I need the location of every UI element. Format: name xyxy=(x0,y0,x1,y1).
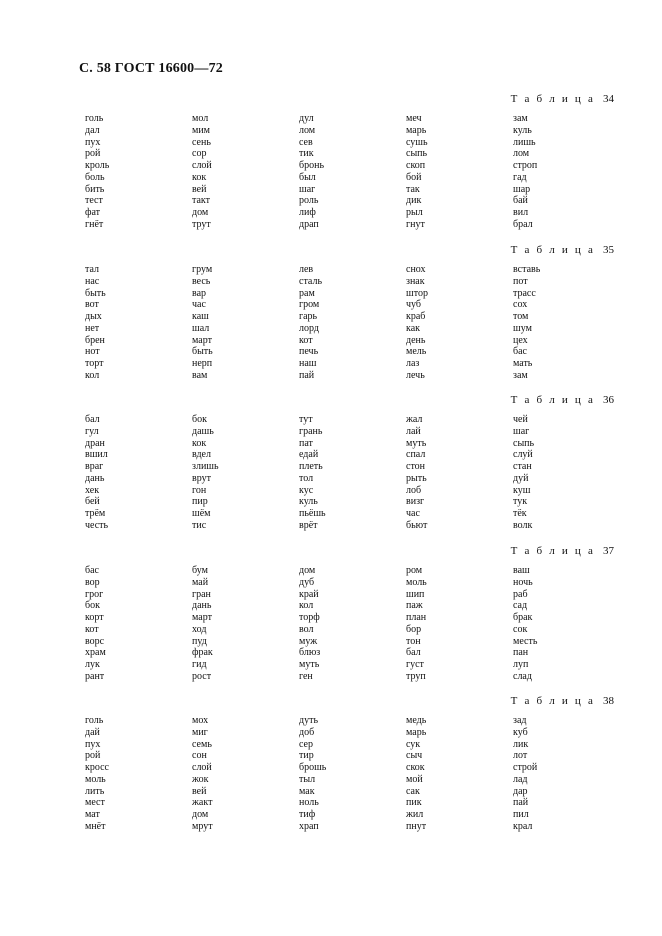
word-cell: пай xyxy=(299,369,315,381)
word-cell: нет xyxy=(85,322,100,334)
word-cell: гад xyxy=(513,171,527,183)
word-column xyxy=(513,414,534,532)
word-cell: брен xyxy=(85,334,105,346)
word-cell: кот xyxy=(85,623,99,635)
word-column xyxy=(513,113,537,231)
word-cell: сон xyxy=(192,750,207,762)
word-cell: зам xyxy=(513,369,528,381)
word-cell: тир xyxy=(299,750,314,762)
word-cell: бас xyxy=(513,346,527,358)
word-column xyxy=(192,565,213,683)
word-cell: дом xyxy=(192,809,209,820)
word-cell: кус xyxy=(299,484,314,496)
word-cell: трём xyxy=(85,508,106,519)
word-cell: ход xyxy=(192,623,207,635)
word-cell: миг xyxy=(192,726,208,738)
word-cell: пух xyxy=(85,738,101,750)
word-cell: пнут xyxy=(406,820,427,832)
word-cell: так xyxy=(406,183,420,195)
word-column xyxy=(85,113,109,231)
word-cell: тал xyxy=(85,264,100,275)
word-cell: час xyxy=(406,508,420,519)
word-cell: рой xyxy=(85,750,101,762)
word-cell: мест xyxy=(85,797,105,809)
word-cell: визг xyxy=(406,496,425,508)
word-cell: бай xyxy=(513,195,528,207)
word-column xyxy=(85,565,106,683)
word-column xyxy=(406,414,427,532)
word-cell: краб xyxy=(406,311,426,322)
word-cell: сад xyxy=(513,600,528,612)
word-cell: куль xyxy=(513,124,532,136)
word-cell: рант xyxy=(85,670,105,682)
word-cell: сер xyxy=(299,738,313,750)
word-cell: мат xyxy=(85,809,100,820)
word-cell: брошь xyxy=(299,762,327,773)
word-cell: лиф xyxy=(299,207,316,218)
word-column xyxy=(299,113,324,231)
word-cell: тиф xyxy=(299,809,316,820)
word-cell: нерп xyxy=(192,358,213,369)
word-column xyxy=(299,264,322,382)
word-cell: моль xyxy=(406,576,427,588)
word-cell: бок xyxy=(192,414,207,425)
word-cell: слад xyxy=(513,670,532,682)
word-column xyxy=(192,113,212,231)
word-cell: бронь xyxy=(299,160,324,171)
word-cell: кол xyxy=(85,369,100,381)
word-cell: жил xyxy=(406,809,424,820)
table-label: Т а б л и ц а xyxy=(510,244,596,256)
word-cell: мим xyxy=(192,124,211,136)
word-cell: фрак xyxy=(192,647,213,659)
word-cell: слой xyxy=(192,762,212,773)
word-cell: ноль xyxy=(299,797,319,809)
word-cell: куб xyxy=(513,726,528,738)
word-cell: брал xyxy=(513,218,533,230)
word-cell: дых xyxy=(85,311,102,322)
word-cell: бой xyxy=(406,171,422,183)
word-cell: лишь xyxy=(513,136,536,148)
word-cell: строп xyxy=(513,160,538,171)
word-cell: бал xyxy=(406,647,421,659)
word-cell: хек xyxy=(85,484,100,496)
word-cell: рам xyxy=(299,287,315,299)
word-cell: кок xyxy=(192,171,207,183)
word-cell: куль xyxy=(299,496,318,508)
word-cell: мох xyxy=(192,715,209,726)
word-cell: жал xyxy=(406,414,423,425)
word-cell: бей xyxy=(85,496,100,508)
word-cell: муть xyxy=(406,437,427,449)
table-caption xyxy=(511,394,614,406)
word-cell: лом xyxy=(513,148,530,160)
word-column xyxy=(513,715,537,833)
word-cell: бор xyxy=(406,623,422,635)
word-cell: дик xyxy=(406,195,422,207)
word-cell: ворс xyxy=(85,635,105,647)
word-cell: шип xyxy=(406,588,425,600)
word-cell: дул xyxy=(299,113,314,124)
word-cell: лом xyxy=(299,124,316,136)
word-cell: край xyxy=(299,588,319,600)
word-cell: снох xyxy=(406,264,426,275)
word-cell: шаг xyxy=(513,425,530,437)
word-cell: сушь xyxy=(406,136,428,148)
word-cell: шём xyxy=(192,508,211,519)
word-cell: лаз xyxy=(406,358,420,369)
word-cell: кросс xyxy=(85,762,109,773)
word-cell: грань xyxy=(299,425,323,437)
word-cell: зам xyxy=(513,113,528,124)
table-number: 38 xyxy=(603,695,614,707)
word-cell: кол xyxy=(299,600,314,612)
word-cell: сев xyxy=(299,136,313,148)
word-cell: волк xyxy=(513,519,533,531)
word-cell: торт xyxy=(85,358,104,369)
word-column xyxy=(192,715,213,833)
word-cell: день xyxy=(406,334,426,346)
word-cell: пир xyxy=(192,496,208,508)
table-label: Т а б л и ц а xyxy=(510,394,596,406)
word-cell: дал xyxy=(85,124,100,136)
word-cell: раб xyxy=(513,588,528,600)
word-cell: чуб xyxy=(406,299,421,311)
word-cell: пик xyxy=(406,797,422,809)
word-cell: быть xyxy=(192,346,213,358)
word-cell: врут xyxy=(192,472,211,484)
word-cell: муть xyxy=(299,659,320,670)
word-column xyxy=(85,414,108,532)
table-caption xyxy=(511,93,614,105)
word-cell: вот xyxy=(85,299,99,311)
word-cell: гид xyxy=(192,659,207,670)
word-cell: сень xyxy=(192,136,211,148)
word-cell: тол xyxy=(299,472,314,484)
word-cell: куш xyxy=(513,484,531,496)
page-header: С. 58 ГОСТ 16600—72 xyxy=(79,61,223,76)
word-cell: шум xyxy=(513,322,532,334)
word-cell: бок xyxy=(85,600,100,612)
word-cell: лот xyxy=(513,750,528,762)
word-cell: пат xyxy=(299,437,313,449)
word-cell: тис xyxy=(192,519,207,531)
word-cell: дран xyxy=(85,437,105,449)
word-cell: гон xyxy=(192,484,207,496)
word-cell: месть xyxy=(513,635,538,647)
word-cell: трасс xyxy=(513,287,536,299)
word-column xyxy=(406,565,427,683)
word-cell: сыпь xyxy=(513,437,535,449)
word-cell: печь xyxy=(299,346,319,358)
word-cell: как xyxy=(406,322,421,334)
word-column xyxy=(406,113,428,231)
word-cell: пан xyxy=(513,647,529,659)
word-cell: гнёт xyxy=(85,218,104,230)
word-cell: чей xyxy=(513,414,528,425)
word-cell: враг xyxy=(85,461,104,472)
word-cell: сук xyxy=(406,738,421,750)
word-cell: кок xyxy=(192,437,207,449)
table-caption xyxy=(511,545,614,557)
word-cell: грум xyxy=(192,264,213,275)
word-cell: тук xyxy=(513,496,528,508)
word-cell: вставь xyxy=(513,264,541,275)
word-cell: ночь xyxy=(513,576,533,588)
word-cell: ром xyxy=(406,565,423,576)
word-cell: вей xyxy=(192,785,207,797)
word-cell: мак xyxy=(299,785,315,797)
word-cell: паж xyxy=(406,600,423,612)
word-cell: медь xyxy=(406,715,427,726)
word-cell: строй xyxy=(513,762,538,773)
word-cell: дань xyxy=(85,472,105,484)
word-column xyxy=(299,565,320,683)
word-cell: шар xyxy=(513,183,531,195)
word-cell: злишь xyxy=(192,461,219,472)
word-cell: дом xyxy=(299,565,316,576)
word-cell: том xyxy=(513,311,529,322)
word-cell: вей xyxy=(192,183,207,195)
word-cell: сталь xyxy=(299,275,323,287)
word-cell: нот xyxy=(85,346,100,358)
word-cell: пуд xyxy=(192,635,207,647)
word-cell: лук xyxy=(85,659,100,670)
word-column xyxy=(85,264,106,382)
word-cell: пай xyxy=(513,797,529,809)
word-cell: лорд xyxy=(299,322,319,334)
word-cell: тёк xyxy=(513,508,527,519)
word-cell: марь xyxy=(406,726,427,738)
table-number: 36 xyxy=(603,394,614,406)
word-cell: быть xyxy=(85,287,106,299)
word-column xyxy=(192,264,213,382)
word-column xyxy=(513,264,540,382)
table-number: 35 xyxy=(603,244,614,256)
word-cell: сох xyxy=(513,299,528,311)
word-cell: бас xyxy=(85,565,99,576)
word-cell: стан xyxy=(513,461,532,472)
word-cell: пил xyxy=(513,809,529,820)
word-cell: трут xyxy=(192,218,211,230)
word-cell: храп xyxy=(299,820,319,832)
word-cell: рост xyxy=(192,670,212,682)
word-cell: был xyxy=(299,171,316,183)
word-cell: гран xyxy=(192,588,211,600)
word-cell: меч xyxy=(406,113,422,124)
word-cell: блюз xyxy=(299,647,321,659)
word-cell: лить xyxy=(85,785,105,797)
word-cell: дашь xyxy=(192,425,214,437)
word-cell: зад xyxy=(513,715,527,726)
word-cell: дань xyxy=(192,600,212,612)
word-cell: крал xyxy=(513,820,533,832)
word-cell: слой xyxy=(192,160,212,171)
word-cell: тут xyxy=(299,414,313,425)
word-cell: мой xyxy=(406,773,423,785)
table-label: Т а б л и ц а xyxy=(510,695,596,707)
word-cell: слуй xyxy=(513,449,533,461)
word-column xyxy=(513,565,537,683)
table-caption xyxy=(511,244,614,256)
word-cell: ген xyxy=(299,670,313,682)
word-column xyxy=(299,715,326,833)
word-cell: такт xyxy=(192,195,211,207)
word-cell: бьют xyxy=(406,519,428,531)
word-column xyxy=(406,715,426,833)
word-cell: торф xyxy=(299,612,320,623)
word-cell: сыч xyxy=(406,750,423,762)
word-cell: вшил xyxy=(85,449,108,461)
word-cell: луп xyxy=(513,659,529,670)
word-cell: роль xyxy=(299,195,319,207)
word-cell: густ xyxy=(406,659,424,670)
word-cell: шал xyxy=(192,322,210,334)
word-cell: цех xyxy=(513,334,528,346)
word-cell: грог xyxy=(85,588,104,600)
word-cell: план xyxy=(406,612,427,623)
word-cell: знак xyxy=(406,275,425,287)
word-cell: лай xyxy=(406,425,421,437)
word-cell: марь xyxy=(406,124,427,136)
word-column xyxy=(192,414,219,532)
word-cell: врёт xyxy=(299,519,318,531)
word-cell: сыпь xyxy=(406,148,428,160)
word-cell: бум xyxy=(192,565,208,576)
word-cell: рыл xyxy=(406,207,423,218)
word-cell: скоп xyxy=(406,160,426,171)
word-cell: голь xyxy=(85,715,104,726)
word-cell: вдел xyxy=(192,449,211,461)
table-number: 37 xyxy=(603,545,614,557)
word-cell: вам xyxy=(192,369,208,381)
word-cell: мол xyxy=(192,113,209,124)
word-cell: нас xyxy=(85,275,100,287)
word-cell: мнёт xyxy=(85,820,106,832)
word-cell: тон xyxy=(406,635,421,647)
word-cell: вил xyxy=(513,207,529,218)
table-label: Т а б л и ц а xyxy=(510,93,596,105)
word-cell: лечь xyxy=(406,369,425,381)
word-cell: ваш xyxy=(513,565,530,576)
word-cell: март xyxy=(192,612,212,623)
word-cell: тест xyxy=(85,195,103,207)
word-cell: едай xyxy=(299,449,319,461)
word-cell: брак xyxy=(513,612,533,623)
word-cell: дом xyxy=(192,207,209,218)
word-cell: рой xyxy=(85,148,101,160)
word-cell: вол xyxy=(299,623,314,635)
word-cell: штор xyxy=(406,287,428,299)
word-cell: кроль xyxy=(85,160,110,171)
word-cell: март xyxy=(192,334,212,346)
word-cell: бал xyxy=(85,414,100,425)
word-cell: дай xyxy=(85,726,100,738)
word-cell: честь xyxy=(85,519,109,531)
word-cell: бить xyxy=(85,183,105,195)
word-cell: лад xyxy=(513,773,528,785)
word-cell: семь xyxy=(192,738,212,750)
word-cell: скок xyxy=(406,762,425,773)
word-cell: май xyxy=(192,576,209,588)
word-column xyxy=(299,414,326,532)
word-cell: дуй xyxy=(513,472,529,484)
word-cell: спал xyxy=(406,449,426,461)
word-cell: вор xyxy=(85,576,100,588)
word-cell: сок xyxy=(513,623,528,635)
word-cell: жок xyxy=(192,773,209,785)
word-cell: фат xyxy=(85,207,101,218)
word-cell: доб xyxy=(299,726,315,738)
word-cell: шаг xyxy=(299,183,316,195)
word-column xyxy=(85,715,109,833)
word-cell: голь xyxy=(85,113,104,124)
word-cell: гул xyxy=(85,425,99,437)
word-cell: сор xyxy=(192,148,207,160)
word-cell: гарь xyxy=(299,311,318,322)
word-cell: плеть xyxy=(299,461,323,472)
word-cell: боль xyxy=(85,171,105,183)
word-cell: дар xyxy=(513,785,528,797)
table-label: Т а б л и ц а xyxy=(510,545,596,557)
word-cell: дуть xyxy=(299,715,319,726)
word-cell: весь xyxy=(192,275,211,287)
word-cell: пьёшь xyxy=(299,508,326,519)
word-cell: труп xyxy=(406,670,426,682)
word-cell: гнут xyxy=(406,218,425,230)
word-cell: мель xyxy=(406,346,427,358)
word-cell: тик xyxy=(299,148,314,160)
word-cell: каш xyxy=(192,311,209,322)
word-cell: корт xyxy=(85,612,104,623)
word-cell: лик xyxy=(513,738,529,750)
table-caption xyxy=(511,695,614,707)
word-cell: храм xyxy=(85,647,106,659)
word-cell: лоб xyxy=(406,484,422,496)
word-cell: пух xyxy=(85,136,101,148)
word-cell: драп xyxy=(299,218,319,230)
word-cell: гром xyxy=(299,299,320,311)
word-cell: мрут xyxy=(192,820,213,832)
word-column xyxy=(406,264,428,382)
word-cell: лев xyxy=(299,264,314,275)
word-cell: дуб xyxy=(299,576,315,588)
word-cell: мать xyxy=(513,358,533,369)
word-cell: жакт xyxy=(192,797,213,809)
word-cell: стон xyxy=(406,461,426,472)
word-cell: кот xyxy=(299,334,313,346)
word-cell: пот xyxy=(513,275,528,287)
word-cell: сак xyxy=(406,785,420,797)
word-cell: муж xyxy=(299,635,318,647)
word-cell: час xyxy=(192,299,206,311)
word-cell: моль xyxy=(85,773,106,785)
word-cell: наш xyxy=(299,358,317,369)
word-cell: рыть xyxy=(406,472,427,484)
word-cell: вар xyxy=(192,287,207,299)
table-number: 34 xyxy=(603,93,614,105)
word-cell: тыл xyxy=(299,773,316,785)
